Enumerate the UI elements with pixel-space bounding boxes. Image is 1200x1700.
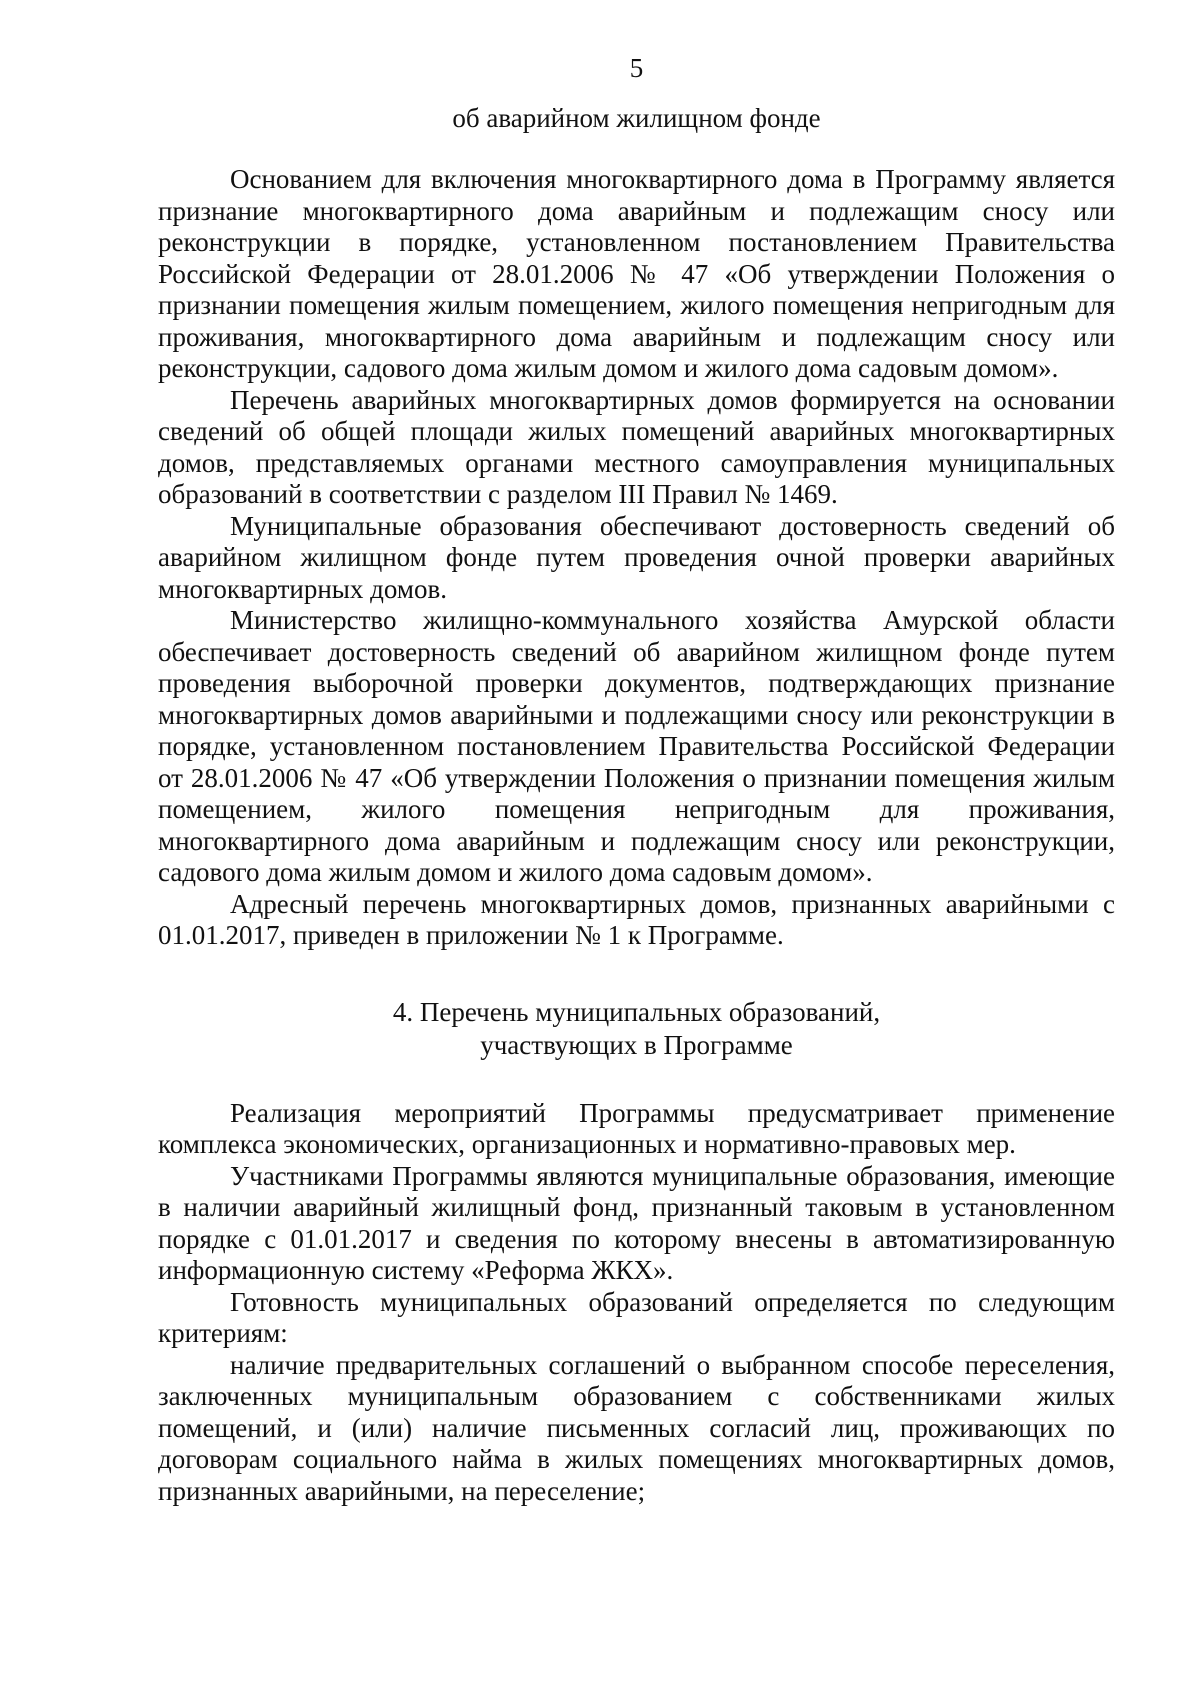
paragraph: Готовность муниципальных образований определяется по следующим критериям: xyxy=(158,1286,1115,1348)
paragraph: Основанием для включения многоквартирного дома в Программу является признание многоквартирного дома аварийным и подлежащим сносу или реконструкции в порядке, установленном постановлением Правительства Российской Федерации от 28.01.2006 № 47 «Об утверждении Положения о признании помещения жилым помещением, жилого помещения непригодным для проживания, многоквартирного дома аварийным и подлежащим сносу или реконструкции, садового дома жилым домом и жилого дома садовым домом». xyxy=(158,164,1115,383)
body-text-block-1 xyxy=(158,164,1115,952)
section-4-title-line-2: участвующих в Программе xyxy=(480,1029,793,1060)
section-heading-continuation: об аварийном жилищном фонде xyxy=(452,103,821,133)
paragraph: Адресный перечень многоквартирных домов, признанных аварийными с 01.01.2017, приведен в приложении № 1 к Программе. xyxy=(158,888,1115,950)
section-4-title-line-1: 4. Перечень муниципальных образований, xyxy=(392,996,881,1027)
body-text-block-2 xyxy=(158,1098,1115,1508)
page-number: 5 xyxy=(629,53,644,83)
section-4-heading xyxy=(158,996,1115,1062)
paragraph: Перечень аварийных многоквартирных домов формируется на основании сведений об общей площади жилых помещений аварийных многоквартирных домов, представляемых органами местного самоуправления муниципальных образований в соответствии с разделом III Правил № 1469. xyxy=(158,384,1115,509)
paragraph: Муниципальные образования обеспечивают достоверность сведений об аварийном жилищном фонде путем проведения очной проверки аварийных многоквартирных домов. xyxy=(158,510,1115,604)
paragraph: Министерство жилищно-коммунального хозяйства Амурской области обеспечивает достоверность сведений об аварийном жилищном фонде путем проведения выборочной проверки документов, подтверждающих признание многоквартирных домов аварийными и подлежащими сносу или реконструкции в порядке, установленном постановлением Правительства Российской Федерации от 28.01.2006 № 47 «Об утверждении Положения о признании помещения жилым помещением, жилого помещения непригодным для проживания, многоквартирного дома аварийным и подлежащим сносу или реконструкции, садового дома жилым домом и жилого дома садовым домом». xyxy=(158,605,1115,887)
paragraph: наличие предварительных соглашений о выбранном способе переселения, заключенных муниципальным образованием с собственниками жилых помещений, и (или) наличие письменных согласий лиц, проживающих по договорам социального найма в жилых помещениях многоквартирных домов, признанных аварийными, на переселение; xyxy=(158,1349,1115,1506)
paragraph: Реализация мероприятий Программы предусматривает применение комплекса экономических, организационных и нормативно-правовых мер. xyxy=(158,1097,1115,1159)
paragraph: Участниками Программы являются муниципальные образования, имеющие в наличии аварийный жилищный фонд, признанный таковым в установленном порядке с 01.01.2017 и сведения по которому внесены в автоматизированную информационную систему «Реформа ЖКХ». xyxy=(158,1160,1115,1285)
